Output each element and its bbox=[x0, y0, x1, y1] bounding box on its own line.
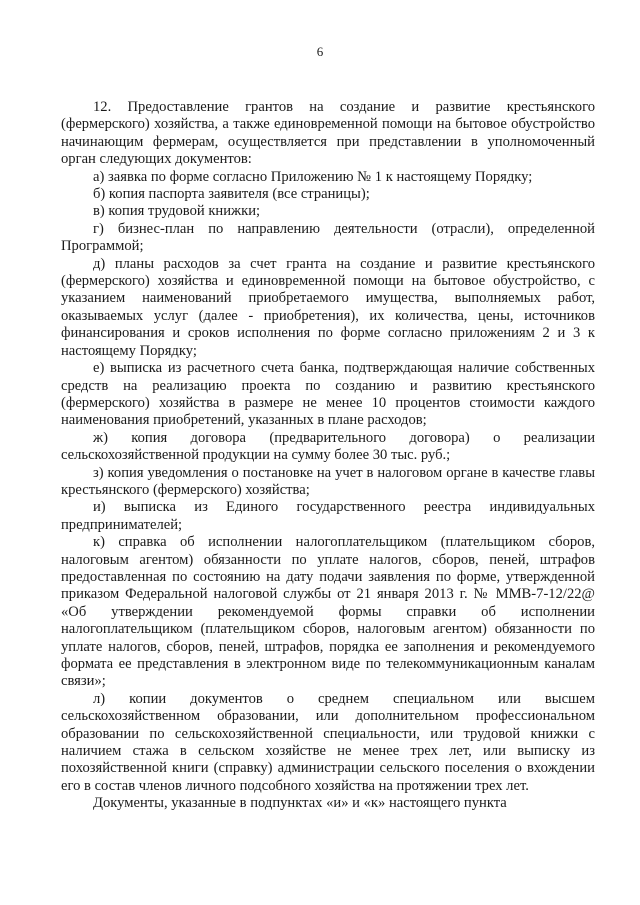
list-item-d: д) планы расходов за счет гранта на создание и развитие крестьянского (фермерского) хозяйства и единовременной помощи на бытовое обустройство, с указанием наименований приобретаемого имущества, выполняемых работ, оказываемых услуг (далее - приобретения), их количества, цены, источников финансирования и сроков исполнения по форме согласно приложениям 2 и 3 к настоящему Порядку; bbox=[61, 255, 595, 359]
list-item-g: г) бизнес-план по направлению деятельности (отрасли), определенной Программой; bbox=[61, 220, 595, 255]
list-item-zh: ж) копия договора (предварительного договора) о реализации сельскохозяйственной продукции на сумму более 30 тыс. руб.; bbox=[61, 429, 595, 464]
closing-paragraph: Документы, указанные в подпунктах «и» и «к» настоящего пункта bbox=[93, 795, 507, 812]
paragraph-12-intro: 12. Предоставление грантов на создание и развитие крестьянского (фермерского) хозяйства, а также единовременной помощи на бытовое обустройство начинающим фермерам, осуществляется при представлении в уполномоченный орган следующих документов: bbox=[61, 99, 595, 168]
list-item-l: л) копии документов о среднем специальном или высшем сельскохозяйственном образовании, или дополнительном профессиональном образовании по сельскохозяйственной специальности, или трудовой книжки с наличием стажа в сельском хозяйстве не менее трех лет, или выписку из похозяйственной книги (справку) администрации сельского поселения о вхождении его в состав членов личного подсобного хозяйства на протяжении трех лет. bbox=[61, 690, 595, 794]
list-item-v: в) копия трудовой книжки; bbox=[93, 203, 261, 220]
page-number: 6 bbox=[316, 44, 324, 59]
list-item-i: и) выписка из Единого государственного реестра индивидуальных предпринимателей; bbox=[61, 499, 595, 533]
list-item-b: б) копия паспорта заявителя (все страницы); bbox=[93, 186, 370, 203]
list-item-e: е) выписка из расчетного счета банка, подтверждающая наличие собственных средств на реализацию проекта по созданию и развитию крестьянского (фермерского) хозяйства в размере не менее 10 процентов стоимости каждого наименования приобретений, указанных в плане расходов; bbox=[61, 360, 595, 429]
document-body bbox=[61, 99, 595, 813]
list-item-a: а) заявка по форме согласно Приложению № 1 к настоящему Порядку; bbox=[93, 168, 533, 185]
list-item-k: к) справка об исполнении налогоплательщиком (плательщиком сборов, налоговым агентом) обязанности по уплате налогов, сборов, пеней, штрафов предоставленная по состоянию на дату подачи заявления по форме, утвержденной приказом Федеральной налоговой службы от 21 января 2013 г. № ММВ-7-12/22@ «Об утверждении рекомендуемой формы справки об исполнении налогоплательщиком (плательщиком сборов, налоговым агентом) обязанности по уплате налогов, сборов, пеней, штрафов, порядка ее заполнения и рекомендуемого формата ее представления в электронном виде по телекоммуникационным каналам связи»; bbox=[61, 534, 595, 690]
list-item-z: з) копия уведомления о постановке на учет в налоговом органе в качестве главы крестьянского (фермерского) хозяйства; bbox=[61, 464, 595, 498]
